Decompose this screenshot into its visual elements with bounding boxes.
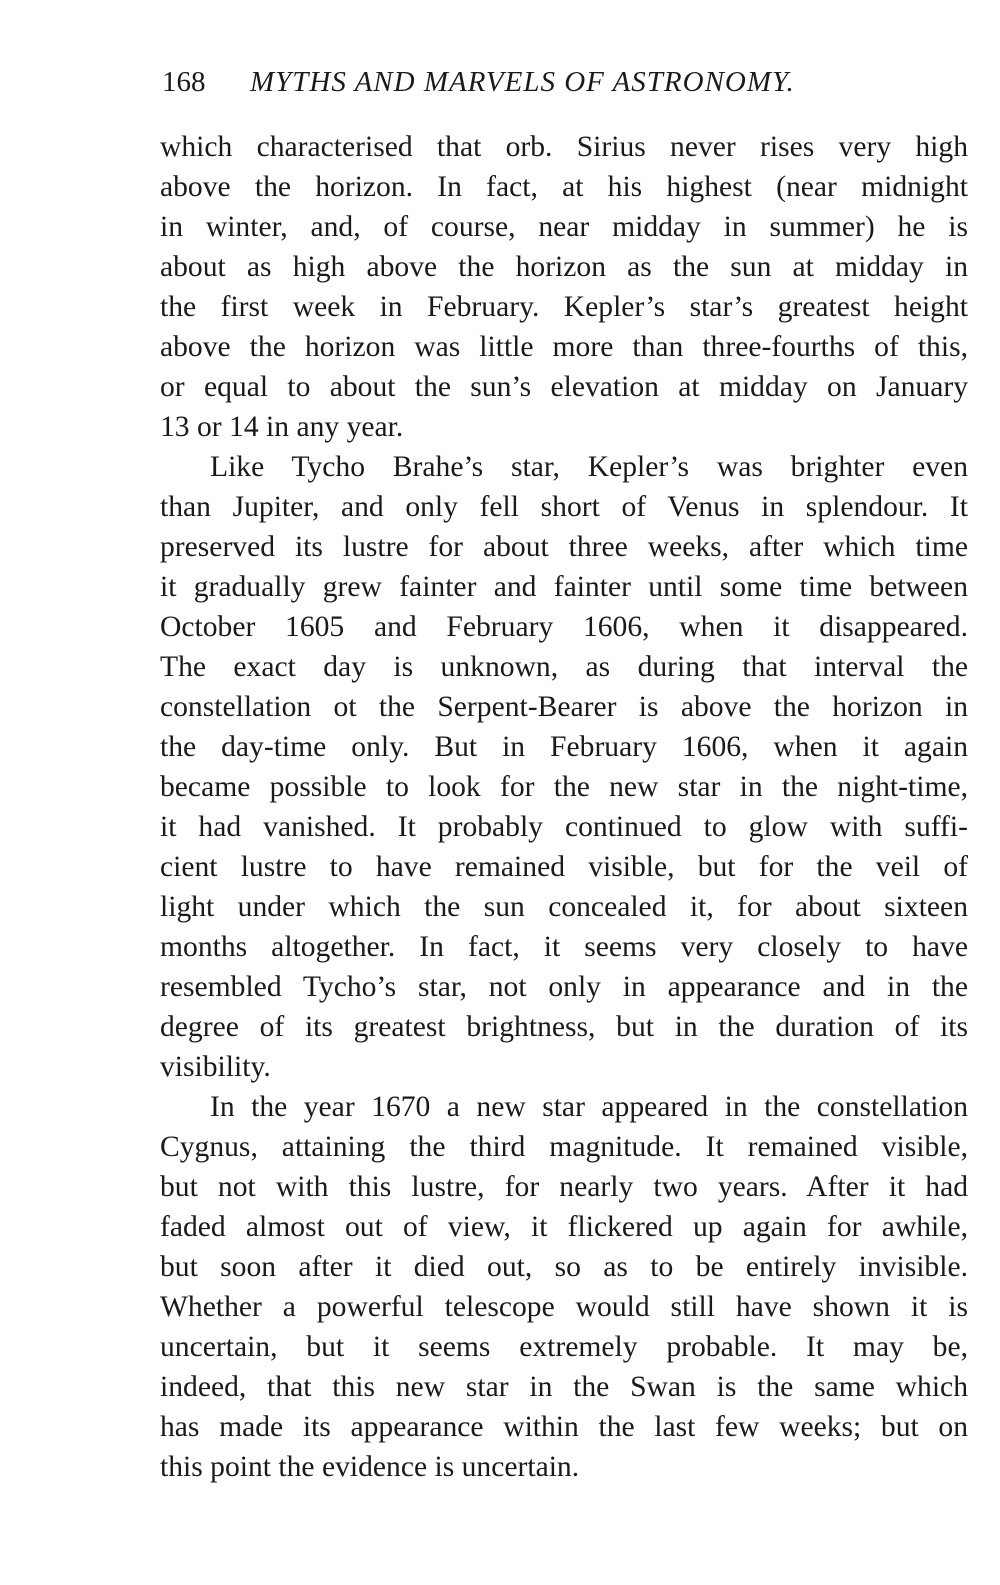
text-line: it gradually grew fainter and fainter until some time between (160, 571, 968, 603)
text-line: or equal to about the sun’s elevation at midday on January (160, 371, 968, 403)
text-line: but soon after it died out, so as to be entirely invisible. (160, 1251, 968, 1283)
page-number: 168 (162, 66, 206, 98)
text-line: cient lustre to have remained visible, but for the veil of (160, 851, 968, 883)
text-line: preserved its lustre for about three weeks, after which time (160, 531, 968, 563)
text-line: October 1605 and February 1606, when it disappeared. (160, 611, 968, 643)
text-line: than Jupiter, and only fell short of Venus in splendour. It (160, 491, 968, 523)
text-line: visibility. (160, 1051, 271, 1083)
running-title: MYTHS AND MARVELS OF ASTRONOMY. (250, 66, 795, 98)
text-line: the first week in February. Kepler’s star’s greatest height (160, 291, 968, 323)
text-line: resembled Tycho’s star, not only in appearance and in the (160, 971, 968, 1003)
text-line: above the horizon. In fact, at his highest (near midnight (160, 171, 968, 203)
text-line: but not with this lustre, for nearly two years. After it had (160, 1171, 968, 1203)
text-line: about as high above the horizon as the sun at midday in (160, 251, 968, 283)
text-line: has made its appearance within the last few weeks; but on (160, 1411, 968, 1443)
text-line: uncertain, but it seems extremely probable. It may be, (160, 1331, 968, 1363)
text-line: Like Tycho Brahe’s star, Kepler’s was brighter even (210, 451, 968, 483)
text-line: above the horizon was little more than three-fourths of this, (160, 331, 968, 363)
running-head (162, 62, 968, 102)
text-line: the day-time only. But in February 1606, when it again (160, 731, 968, 763)
text-line: degree of its greatest brightness, but in the duration of its (160, 1011, 968, 1043)
text-line: Whether a powerful telescope would still have shown it is (160, 1291, 968, 1323)
text-line: which characterised that orb. Sirius never rises very high (160, 131, 968, 163)
text-line: indeed, that this new star in the Swan is the same which (160, 1371, 968, 1403)
text-line: this point the evidence is uncertain. (160, 1451, 580, 1483)
text-line: light under which the sun concealed it, for about sixteen (160, 891, 968, 923)
text-line: constellation ot the Serpent-Bearer is above the horizon in (160, 691, 968, 723)
text-line: faded almost out of view, it flickered up again for awhile, (160, 1211, 968, 1243)
text-line: In the year 1670 a new star appeared in the constellation (210, 1091, 968, 1123)
body-text (160, 127, 968, 1487)
text-line: 13 or 14 in any year. (160, 411, 404, 443)
text-line: in winter, and, of course, near midday in summer) he is (160, 211, 968, 243)
text-line: became possible to look for the new star in the night-time, (160, 771, 968, 803)
text-line: months altogether. In fact, it seems very closely to have (160, 931, 968, 963)
text-line: The exact day is unknown, as during that interval the (160, 651, 968, 683)
text-line: Cygnus, attaining the third magnitude. It remained visible, (160, 1131, 968, 1163)
text-line: it had vanished. It probably continued to glow with suffi- (160, 811, 968, 843)
